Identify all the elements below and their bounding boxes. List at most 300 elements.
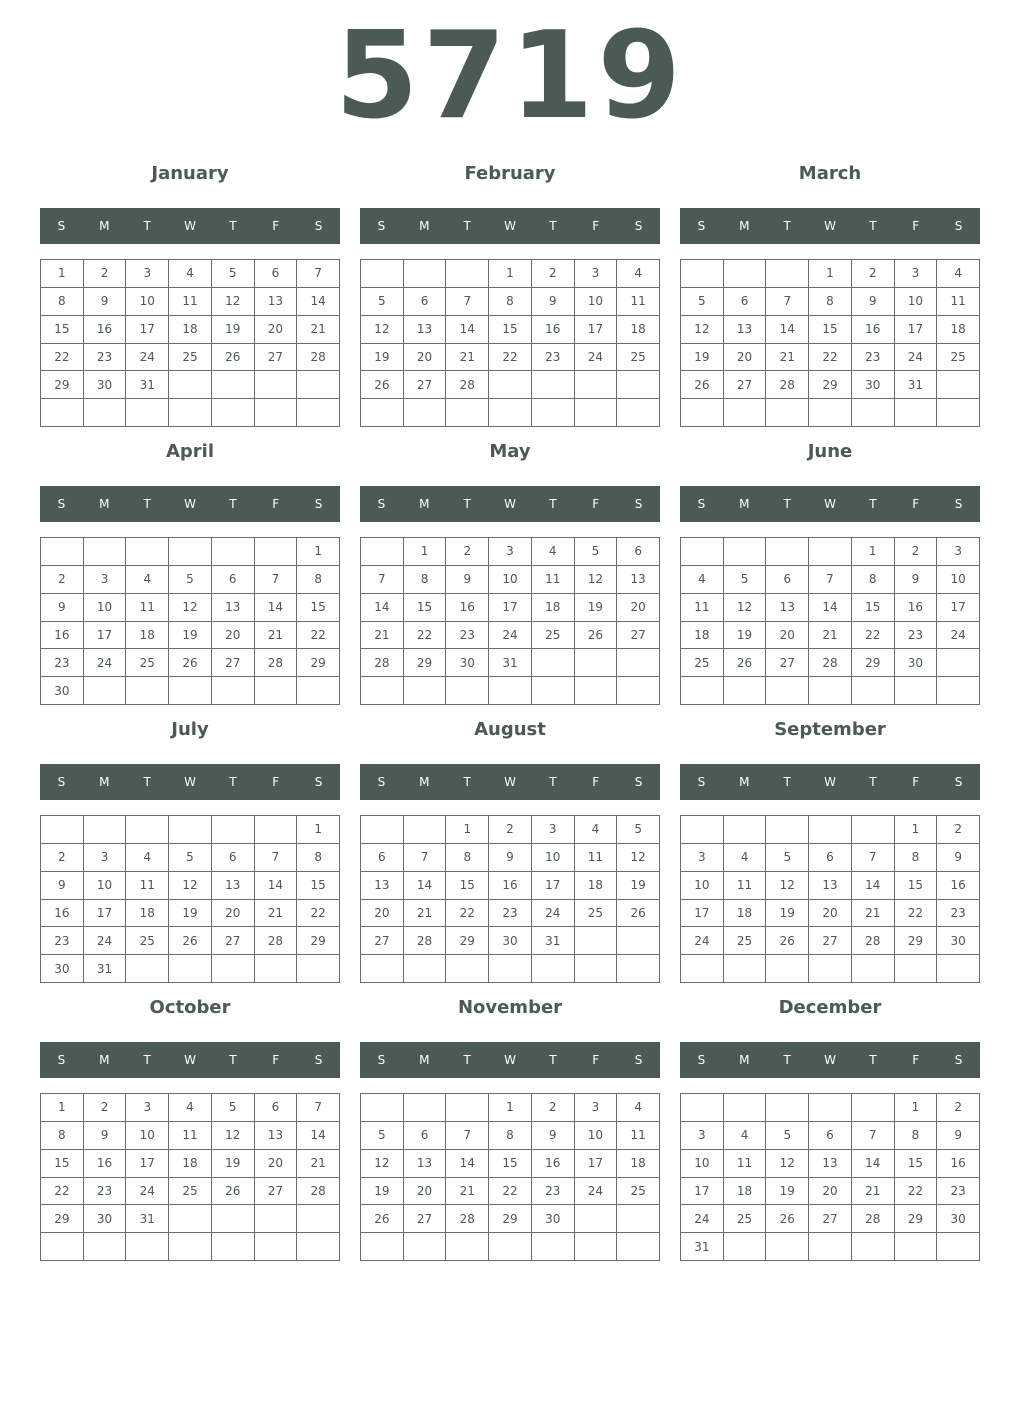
day-cell[interactable]: 17	[575, 1150, 618, 1178]
day-cell[interactable]: 8	[895, 844, 938, 872]
day-cell[interactable]: 8	[297, 844, 340, 872]
day-cell[interactable]: 8	[489, 1122, 532, 1150]
day-cell[interactable]: 18	[575, 872, 618, 900]
day-cell[interactable]: 4	[126, 566, 169, 594]
day-cell[interactable]: 29	[852, 649, 895, 677]
day-cell[interactable]: 15	[895, 872, 938, 900]
day-cell[interactable]: 29	[895, 1205, 938, 1233]
day-cell[interactable]: 9	[852, 288, 895, 316]
day-cell[interactable]: 4	[724, 1122, 767, 1150]
day-cell[interactable]: 21	[361, 622, 404, 650]
day-cell[interactable]: 11	[169, 1122, 212, 1150]
day-cell[interactable]: 22	[404, 622, 447, 650]
day-cell[interactable]: 20	[809, 1178, 852, 1206]
day-cell[interactable]: 14	[404, 872, 447, 900]
day-cell[interactable]: 26	[681, 371, 724, 399]
day-cell[interactable]: 1	[895, 816, 938, 844]
day-cell[interactable]: 19	[681, 344, 724, 372]
day-cell[interactable]: 19	[212, 316, 255, 344]
day-cell[interactable]: 14	[255, 872, 298, 900]
day-cell[interactable]: 7	[255, 566, 298, 594]
day-cell[interactable]: 7	[446, 288, 489, 316]
day-cell[interactable]: 29	[41, 1205, 84, 1233]
day-cell[interactable]: 23	[937, 900, 980, 928]
day-cell[interactable]: 16	[84, 1150, 127, 1178]
day-cell[interactable]: 12	[169, 594, 212, 622]
day-cell[interactable]: 5	[212, 1094, 255, 1122]
day-cell[interactable]: 6	[212, 566, 255, 594]
day-cell[interactable]: 25	[126, 649, 169, 677]
day-cell[interactable]: 3	[681, 844, 724, 872]
day-cell[interactable]: 26	[212, 1178, 255, 1206]
day-cell[interactable]: 8	[404, 566, 447, 594]
day-cell[interactable]: 29	[297, 927, 340, 955]
day-cell[interactable]: 4	[169, 1094, 212, 1122]
day-cell[interactable]: 25	[169, 1178, 212, 1206]
day-cell[interactable]: 5	[766, 1122, 809, 1150]
day-cell[interactable]: 1	[446, 816, 489, 844]
day-cell[interactable]: 1	[41, 1094, 84, 1122]
day-cell[interactable]: 8	[489, 288, 532, 316]
day-cell[interactable]: 2	[41, 566, 84, 594]
day-cell[interactable]: 23	[532, 1178, 575, 1206]
day-cell[interactable]: 2	[532, 260, 575, 288]
day-cell[interactable]: 6	[212, 844, 255, 872]
day-cell[interactable]: 22	[895, 900, 938, 928]
day-cell[interactable]: 27	[766, 649, 809, 677]
day-cell[interactable]: 17	[681, 900, 724, 928]
day-cell[interactable]: 30	[937, 1205, 980, 1233]
day-cell[interactable]: 10	[895, 288, 938, 316]
day-cell[interactable]: 13	[617, 566, 660, 594]
day-cell[interactable]: 12	[361, 316, 404, 344]
day-cell[interactable]: 10	[937, 566, 980, 594]
day-cell[interactable]: 16	[532, 316, 575, 344]
day-cell[interactable]: 14	[297, 1122, 340, 1150]
day-cell[interactable]: 16	[84, 316, 127, 344]
day-cell[interactable]: 2	[532, 1094, 575, 1122]
day-cell[interactable]: 9	[937, 1122, 980, 1150]
day-cell[interactable]: 6	[404, 1122, 447, 1150]
day-cell[interactable]: 20	[255, 316, 298, 344]
day-cell[interactable]: 15	[809, 316, 852, 344]
day-cell[interactable]: 17	[84, 622, 127, 650]
day-cell[interactable]: 17	[575, 316, 618, 344]
day-cell[interactable]: 31	[84, 955, 127, 983]
day-cell[interactable]: 30	[489, 927, 532, 955]
day-cell[interactable]: 16	[937, 1150, 980, 1178]
day-cell[interactable]: 23	[937, 1178, 980, 1206]
day-cell[interactable]: 5	[361, 288, 404, 316]
day-cell[interactable]: 9	[489, 844, 532, 872]
day-cell[interactable]: 3	[895, 260, 938, 288]
day-cell[interactable]: 26	[724, 649, 767, 677]
day-cell[interactable]: 23	[84, 1178, 127, 1206]
day-cell[interactable]: 4	[575, 816, 618, 844]
day-cell[interactable]: 3	[937, 538, 980, 566]
day-cell[interactable]: 4	[724, 844, 767, 872]
day-cell[interactable]: 18	[126, 622, 169, 650]
day-cell[interactable]: 18	[681, 622, 724, 650]
day-cell[interactable]: 9	[446, 566, 489, 594]
day-cell[interactable]: 17	[937, 594, 980, 622]
day-cell[interactable]: 2	[84, 260, 127, 288]
day-cell[interactable]: 2	[895, 538, 938, 566]
day-cell[interactable]: 31	[489, 649, 532, 677]
day-cell[interactable]: 10	[575, 288, 618, 316]
day-cell[interactable]: 9	[41, 872, 84, 900]
day-cell[interactable]: 20	[404, 344, 447, 372]
day-cell[interactable]: 28	[766, 371, 809, 399]
day-cell[interactable]: 18	[937, 316, 980, 344]
day-cell[interactable]: 1	[404, 538, 447, 566]
day-cell[interactable]: 2	[937, 816, 980, 844]
day-cell[interactable]: 12	[169, 872, 212, 900]
day-cell[interactable]: 22	[489, 1178, 532, 1206]
day-cell[interactable]: 15	[489, 316, 532, 344]
day-cell[interactable]: 31	[126, 1205, 169, 1233]
day-cell[interactable]: 20	[255, 1150, 298, 1178]
day-cell[interactable]: 19	[617, 872, 660, 900]
day-cell[interactable]: 29	[446, 927, 489, 955]
day-cell[interactable]: 23	[41, 649, 84, 677]
day-cell[interactable]: 17	[681, 1178, 724, 1206]
day-cell[interactable]: 14	[766, 316, 809, 344]
day-cell[interactable]: 25	[724, 1205, 767, 1233]
day-cell[interactable]: 8	[41, 288, 84, 316]
day-cell[interactable]: 14	[809, 594, 852, 622]
day-cell[interactable]: 17	[489, 594, 532, 622]
day-cell[interactable]: 27	[255, 344, 298, 372]
day-cell[interactable]: 2	[446, 538, 489, 566]
day-cell[interactable]: 12	[212, 288, 255, 316]
day-cell[interactable]: 30	[446, 649, 489, 677]
day-cell[interactable]: 3	[681, 1122, 724, 1150]
day-cell[interactable]: 19	[766, 900, 809, 928]
day-cell[interactable]: 17	[895, 316, 938, 344]
day-cell[interactable]: 14	[361, 594, 404, 622]
day-cell[interactable]: 29	[895, 927, 938, 955]
day-cell[interactable]: 27	[212, 927, 255, 955]
day-cell[interactable]: 19	[724, 622, 767, 650]
day-cell[interactable]: 18	[169, 1150, 212, 1178]
day-cell[interactable]: 22	[297, 900, 340, 928]
day-cell[interactable]: 3	[575, 260, 618, 288]
day-cell[interactable]: 13	[404, 316, 447, 344]
day-cell[interactable]: 18	[532, 594, 575, 622]
day-cell[interactable]: 3	[126, 1094, 169, 1122]
day-cell[interactable]: 4	[681, 566, 724, 594]
day-cell[interactable]: 27	[809, 927, 852, 955]
day-cell[interactable]: 28	[255, 927, 298, 955]
day-cell[interactable]: 6	[724, 288, 767, 316]
day-cell[interactable]: 13	[255, 288, 298, 316]
day-cell[interactable]: 10	[126, 1122, 169, 1150]
day-cell[interactable]: 4	[617, 1094, 660, 1122]
day-cell[interactable]: 12	[766, 1150, 809, 1178]
day-cell[interactable]: 27	[617, 622, 660, 650]
day-cell[interactable]: 29	[809, 371, 852, 399]
day-cell[interactable]: 17	[84, 900, 127, 928]
day-cell[interactable]: 10	[681, 872, 724, 900]
day-cell[interactable]: 1	[852, 538, 895, 566]
day-cell[interactable]: 17	[532, 872, 575, 900]
day-cell[interactable]: 14	[297, 288, 340, 316]
day-cell[interactable]: 25	[724, 927, 767, 955]
day-cell[interactable]: 23	[532, 344, 575, 372]
day-cell[interactable]: 7	[852, 844, 895, 872]
day-cell[interactable]: 13	[404, 1150, 447, 1178]
day-cell[interactable]: 12	[617, 844, 660, 872]
day-cell[interactable]: 20	[766, 622, 809, 650]
day-cell[interactable]: 24	[489, 622, 532, 650]
day-cell[interactable]: 24	[532, 900, 575, 928]
day-cell[interactable]: 14	[446, 316, 489, 344]
day-cell[interactable]: 24	[681, 1205, 724, 1233]
day-cell[interactable]: 21	[852, 900, 895, 928]
day-cell[interactable]: 26	[766, 927, 809, 955]
day-cell[interactable]: 21	[297, 1150, 340, 1178]
day-cell[interactable]: 22	[41, 344, 84, 372]
day-cell[interactable]: 5	[724, 566, 767, 594]
day-cell[interactable]: 12	[724, 594, 767, 622]
day-cell[interactable]: 19	[766, 1178, 809, 1206]
day-cell[interactable]: 4	[126, 844, 169, 872]
day-cell[interactable]: 21	[404, 900, 447, 928]
day-cell[interactable]: 11	[617, 1122, 660, 1150]
day-cell[interactable]: 24	[84, 927, 127, 955]
day-cell[interactable]: 24	[575, 1178, 618, 1206]
day-cell[interactable]: 9	[937, 844, 980, 872]
day-cell[interactable]: 25	[617, 344, 660, 372]
day-cell[interactable]: 3	[575, 1094, 618, 1122]
day-cell[interactable]: 16	[532, 1150, 575, 1178]
day-cell[interactable]: 13	[809, 872, 852, 900]
day-cell[interactable]: 7	[361, 566, 404, 594]
day-cell[interactable]: 16	[41, 622, 84, 650]
day-cell[interactable]: 2	[852, 260, 895, 288]
day-cell[interactable]: 27	[404, 1205, 447, 1233]
day-cell[interactable]: 12	[575, 566, 618, 594]
day-cell[interactable]: 14	[446, 1150, 489, 1178]
day-cell[interactable]: 6	[766, 566, 809, 594]
day-cell[interactable]: 30	[852, 371, 895, 399]
day-cell[interactable]: 23	[84, 344, 127, 372]
day-cell[interactable]: 24	[895, 344, 938, 372]
day-cell[interactable]: 15	[41, 316, 84, 344]
day-cell[interactable]: 19	[169, 622, 212, 650]
day-cell[interactable]: 7	[297, 1094, 340, 1122]
day-cell[interactable]: 19	[169, 900, 212, 928]
day-cell[interactable]: 26	[169, 927, 212, 955]
day-cell[interactable]: 22	[446, 900, 489, 928]
day-cell[interactable]: 11	[724, 872, 767, 900]
day-cell[interactable]: 9	[532, 288, 575, 316]
day-cell[interactable]: 1	[297, 816, 340, 844]
day-cell[interactable]: 16	[895, 594, 938, 622]
day-cell[interactable]: 29	[297, 649, 340, 677]
day-cell[interactable]: 30	[84, 371, 127, 399]
day-cell[interactable]: 4	[617, 260, 660, 288]
day-cell[interactable]: 18	[724, 900, 767, 928]
day-cell[interactable]: 9	[84, 1122, 127, 1150]
day-cell[interactable]: 7	[766, 288, 809, 316]
day-cell[interactable]: 23	[446, 622, 489, 650]
day-cell[interactable]: 30	[532, 1205, 575, 1233]
day-cell[interactable]: 10	[126, 288, 169, 316]
day-cell[interactable]: 5	[169, 566, 212, 594]
day-cell[interactable]: 3	[84, 844, 127, 872]
day-cell[interactable]: 12	[212, 1122, 255, 1150]
day-cell[interactable]: 26	[617, 900, 660, 928]
day-cell[interactable]: 5	[681, 288, 724, 316]
day-cell[interactable]: 26	[766, 1205, 809, 1233]
day-cell[interactable]: 22	[297, 622, 340, 650]
day-cell[interactable]: 17	[126, 1150, 169, 1178]
day-cell[interactable]: 6	[617, 538, 660, 566]
day-cell[interactable]: 6	[809, 1122, 852, 1150]
day-cell[interactable]: 1	[895, 1094, 938, 1122]
day-cell[interactable]: 30	[41, 955, 84, 983]
day-cell[interactable]: 28	[852, 1205, 895, 1233]
day-cell[interactable]: 25	[532, 622, 575, 650]
day-cell[interactable]: 23	[852, 344, 895, 372]
day-cell[interactable]: 21	[766, 344, 809, 372]
day-cell[interactable]: 27	[212, 649, 255, 677]
day-cell[interactable]: 16	[41, 900, 84, 928]
day-cell[interactable]: 11	[681, 594, 724, 622]
day-cell[interactable]: 18	[724, 1178, 767, 1206]
day-cell[interactable]: 11	[532, 566, 575, 594]
day-cell[interactable]: 21	[297, 316, 340, 344]
day-cell[interactable]: 19	[361, 1178, 404, 1206]
day-cell[interactable]: 25	[617, 1178, 660, 1206]
day-cell[interactable]: 10	[532, 844, 575, 872]
day-cell[interactable]: 15	[297, 594, 340, 622]
day-cell[interactable]: 12	[361, 1150, 404, 1178]
day-cell[interactable]: 5	[617, 816, 660, 844]
day-cell[interactable]: 13	[255, 1122, 298, 1150]
day-cell[interactable]: 16	[446, 594, 489, 622]
day-cell[interactable]: 1	[41, 260, 84, 288]
day-cell[interactable]: 30	[895, 649, 938, 677]
day-cell[interactable]: 28	[255, 649, 298, 677]
day-cell[interactable]: 9	[84, 288, 127, 316]
day-cell[interactable]: 16	[937, 872, 980, 900]
day-cell[interactable]: 2	[84, 1094, 127, 1122]
day-cell[interactable]: 19	[575, 594, 618, 622]
day-cell[interactable]: 8	[852, 566, 895, 594]
day-cell[interactable]: 16	[852, 316, 895, 344]
day-cell[interactable]: 24	[937, 622, 980, 650]
day-cell[interactable]: 20	[212, 622, 255, 650]
day-cell[interactable]: 28	[361, 649, 404, 677]
day-cell[interactable]: 15	[489, 1150, 532, 1178]
day-cell[interactable]: 30	[41, 677, 84, 705]
day-cell[interactable]: 2	[41, 844, 84, 872]
day-cell[interactable]: 3	[126, 260, 169, 288]
day-cell[interactable]: 29	[489, 1205, 532, 1233]
day-cell[interactable]: 8	[809, 288, 852, 316]
day-cell[interactable]: 31	[681, 1233, 724, 1261]
day-cell[interactable]: 18	[617, 316, 660, 344]
day-cell[interactable]: 5	[169, 844, 212, 872]
day-cell[interactable]: 7	[446, 1122, 489, 1150]
day-cell[interactable]: 6	[809, 844, 852, 872]
day-cell[interactable]: 1	[489, 260, 532, 288]
day-cell[interactable]: 31	[532, 927, 575, 955]
day-cell[interactable]: 5	[212, 260, 255, 288]
day-cell[interactable]: 22	[41, 1178, 84, 1206]
day-cell[interactable]: 20	[361, 900, 404, 928]
day-cell[interactable]: 4	[532, 538, 575, 566]
day-cell[interactable]: 21	[255, 900, 298, 928]
day-cell[interactable]: 15	[852, 594, 895, 622]
day-cell[interactable]: 8	[895, 1122, 938, 1150]
day-cell[interactable]: 7	[809, 566, 852, 594]
day-cell[interactable]: 28	[297, 344, 340, 372]
day-cell[interactable]: 21	[809, 622, 852, 650]
day-cell[interactable]: 6	[361, 844, 404, 872]
day-cell[interactable]: 18	[169, 316, 212, 344]
day-cell[interactable]: 27	[361, 927, 404, 955]
day-cell[interactable]: 23	[41, 927, 84, 955]
day-cell[interactable]: 25	[169, 344, 212, 372]
day-cell[interactable]: 24	[126, 1178, 169, 1206]
day-cell[interactable]: 20	[617, 594, 660, 622]
day-cell[interactable]: 20	[212, 900, 255, 928]
day-cell[interactable]: 22	[895, 1178, 938, 1206]
day-cell[interactable]: 14	[852, 1150, 895, 1178]
day-cell[interactable]: 24	[681, 927, 724, 955]
day-cell[interactable]: 5	[575, 538, 618, 566]
day-cell[interactable]: 28	[446, 1205, 489, 1233]
day-cell[interactable]: 21	[852, 1178, 895, 1206]
day-cell[interactable]: 23	[895, 622, 938, 650]
day-cell[interactable]: 21	[446, 1178, 489, 1206]
day-cell[interactable]: 13	[212, 872, 255, 900]
day-cell[interactable]: 20	[404, 1178, 447, 1206]
day-cell[interactable]: 11	[617, 288, 660, 316]
day-cell[interactable]: 28	[297, 1178, 340, 1206]
day-cell[interactable]: 6	[255, 260, 298, 288]
day-cell[interactable]: 30	[937, 927, 980, 955]
day-cell[interactable]: 8	[297, 566, 340, 594]
day-cell[interactable]: 8	[41, 1122, 84, 1150]
day-cell[interactable]: 27	[724, 371, 767, 399]
day-cell[interactable]: 8	[446, 844, 489, 872]
day-cell[interactable]: 26	[575, 622, 618, 650]
day-cell[interactable]: 24	[575, 344, 618, 372]
day-cell[interactable]: 25	[681, 649, 724, 677]
day-cell[interactable]: 12	[681, 316, 724, 344]
day-cell[interactable]: 13	[724, 316, 767, 344]
day-cell[interactable]: 9	[895, 566, 938, 594]
day-cell[interactable]: 3	[84, 566, 127, 594]
day-cell[interactable]: 29	[404, 649, 447, 677]
day-cell[interactable]: 1	[489, 1094, 532, 1122]
day-cell[interactable]: 26	[361, 371, 404, 399]
day-cell[interactable]: 5	[361, 1122, 404, 1150]
day-cell[interactable]: 6	[404, 288, 447, 316]
day-cell[interactable]: 10	[575, 1122, 618, 1150]
day-cell[interactable]: 14	[255, 594, 298, 622]
day-cell[interactable]: 26	[361, 1205, 404, 1233]
day-cell[interactable]: 10	[681, 1150, 724, 1178]
day-cell[interactable]: 4	[169, 260, 212, 288]
day-cell[interactable]: 12	[766, 872, 809, 900]
day-cell[interactable]: 28	[404, 927, 447, 955]
